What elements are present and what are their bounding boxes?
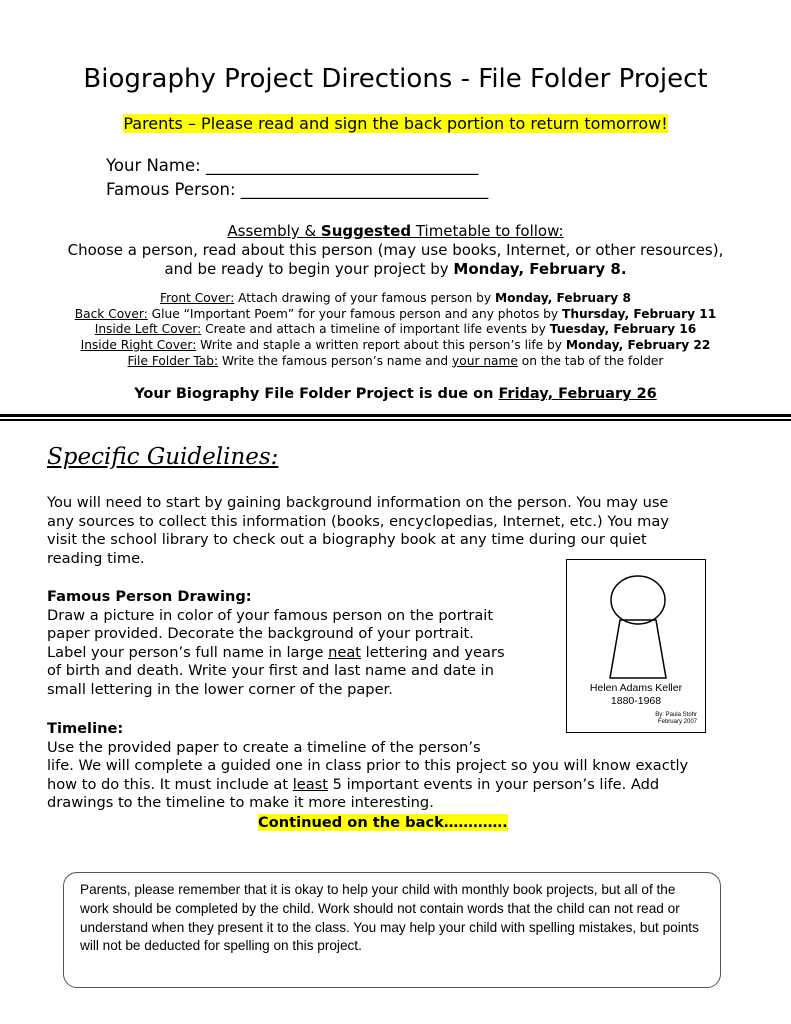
schedule-text: Create and attach a timeline of important life events by <box>201 322 550 337</box>
assembly-line-3-text: and be ready to begin your project by <box>164 260 454 278</box>
intro-line: any sources to collect this information (books, encyclopedias, Internet, etc.) You may <box>47 512 669 530</box>
parents-notice <box>0 114 791 133</box>
intro-line: You will need to start by gaining background information on the person. You may use <box>47 494 669 511</box>
assembly-heading-a: Assembly & <box>227 222 321 240</box>
schedule-date: Monday, February 8 <box>494 291 631 305</box>
portrait-example <box>566 559 706 733</box>
drawing-line: paper provided. Decorate the background of your portrait. <box>47 625 474 642</box>
timeline-line: Use the provided paper to create a timeline of the person’s <box>47 738 481 756</box>
portrait-figure-icon <box>567 570 705 690</box>
drawing-line <box>47 644 505 663</box>
schedule-text: Attach drawing of your famous person by <box>234 291 495 305</box>
due-text: Your Biography File Folder Project is due on <box>134 386 499 402</box>
drawing-line: of birth and death. Write your first and last name and date in <box>47 662 494 679</box>
page-title: Biography Project Directions - File Folder Project <box>83 64 708 94</box>
continued-text: Continued on the back…………. <box>258 814 508 831</box>
drawing-heading: Famous Person Drawing: <box>47 588 252 605</box>
intro-paragraph <box>47 494 669 568</box>
schedule-label: Inside Left Cover: <box>94 322 202 337</box>
schedule-label: Back Cover: <box>74 306 148 321</box>
timeline-heading: Timeline: <box>47 720 124 737</box>
drawing-line: Draw a picture in color of your famous person on the portrait <box>47 606 494 624</box>
schedule-item <box>0 307 791 323</box>
assembly-start-date: Monday, February 8. <box>453 260 627 278</box>
assembly-heading-c: Timetable to follow: <box>411 222 564 240</box>
timeline-line: drawings to the timeline to make it more interesting. <box>47 794 434 811</box>
schedule-label: Inside Right Cover: <box>80 338 197 353</box>
schedule-item <box>0 322 791 338</box>
assembly-section <box>0 222 791 279</box>
drawing-text-underlined: neat <box>328 643 361 661</box>
drawing-text: lettering and years <box>361 643 505 661</box>
schedule-text: on the tab of the folder <box>517 353 664 368</box>
timeline-line <box>47 776 688 795</box>
schedule-date: Thursday, February 11 <box>562 306 717 321</box>
timeline-line: life. We will complete a guided one in class prior to this project so you will know exactly <box>47 757 689 774</box>
drawing-section <box>47 588 505 699</box>
intro-line: reading time. <box>47 549 145 567</box>
drawing-text: Label your person’s full name in large <box>47 643 329 661</box>
drawing-line: small lettering in the lower corner of the paper. <box>47 680 393 698</box>
schedule-label: Front Cover: <box>160 291 235 305</box>
your-name-field[interactable]: Your Name: _________________________________ <box>106 156 479 175</box>
schedule-item <box>0 291 791 307</box>
schedule-text-underlined: your name <box>452 353 518 368</box>
intro-line: visit the school library to check out a biography book at any time during our quiet <box>47 531 647 548</box>
portrait-by: By: Paula Stohr <box>655 712 697 718</box>
schedule-date: Tuesday, February 16 <box>549 322 697 337</box>
portrait-caption <box>567 682 705 708</box>
schedule-text: Write the famous person’s name and <box>218 353 453 368</box>
due-date-line <box>0 386 791 402</box>
due-date: Friday, February 26 <box>498 386 657 402</box>
timeline-text-underlined: least <box>292 775 329 793</box>
schedule-item <box>0 354 791 370</box>
divider <box>0 419 791 421</box>
guidelines-heading: Specific Guidelines: <box>47 444 279 470</box>
assembly-heading-suggested: Suggested <box>320 222 412 240</box>
assembly-line-3 <box>0 260 791 279</box>
schedule-item <box>0 338 791 354</box>
schedule-label: File Folder Tab: <box>127 353 219 368</box>
portrait-name: Helen Adams Keller <box>589 682 683 694</box>
schedule-date: Monday, February 22 <box>565 338 711 353</box>
parents-notice-text: Parents – Please read and sign the back portion to return tomorrow! <box>123 114 668 133</box>
assembly-heading <box>0 222 791 241</box>
schedule-list <box>0 291 791 370</box>
schedule-text: Write and staple a written report about this person’s life by <box>196 338 566 353</box>
portrait-years: 1880-1968 <box>610 695 662 707</box>
parent-note-text: Parents, please remember that it is okay to help your child with monthly book projects, but all of the work should be completed by the child. Work should not contain words that the child can not read or understand when they present it to the class. You may help your child with spelling mistakes, but points will not be deducted for spelling on this project. <box>80 882 699 954</box>
timeline-section <box>47 720 688 813</box>
assembly-line-2: Choose a person, read about this person (may use books, Internet, or other resources), <box>67 241 724 259</box>
continued-note <box>258 814 508 833</box>
timeline-text: 5 important events in your person’s life. Add <box>328 775 660 793</box>
famous-person-field[interactable]: Famous Person: ______________________________ <box>106 180 489 199</box>
schedule-text: Glue “Important Poem” for your famous person and any photos by <box>147 306 562 321</box>
timeline-text: how to do this. It must include at <box>47 775 293 793</box>
parent-note-box <box>63 872 721 988</box>
divider <box>0 414 791 417</box>
portrait-date: February 2007 <box>657 719 697 725</box>
